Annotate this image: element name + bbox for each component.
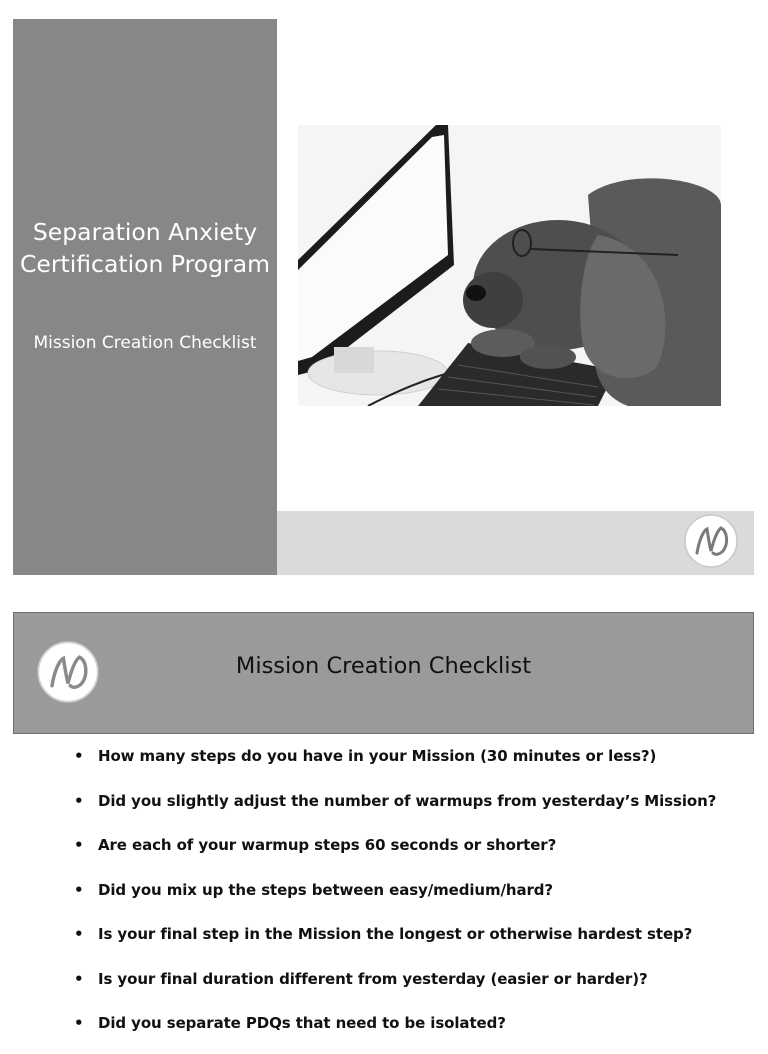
list-item (13, 787, 754, 832)
bullet: • (74, 747, 84, 765)
bullet: • (74, 925, 84, 943)
bullet: • (74, 880, 84, 899)
checklist (13, 742, 754, 1054)
title-slide-footer (277, 511, 754, 575)
title-slide (13, 19, 754, 575)
list-item (13, 742, 754, 787)
list-item-text: Is your final step in the Mission the longest or otherwise hardest step? (98, 925, 693, 943)
program-title-line2: Certification Program (19, 250, 271, 278)
md-monogram-icon (683, 513, 739, 569)
checklist-slide (13, 612, 754, 1032)
program-title-line1: Separation Anxiety (32, 218, 258, 246)
checklist-header (13, 612, 754, 734)
title-sidebar (13, 19, 277, 575)
list-item-text: Are each of your warmup steps 60 seconds or shorter? (98, 836, 557, 854)
bullet: • (74, 836, 84, 854)
list-item (13, 1009, 754, 1054)
bullet: • (74, 1014, 84, 1032)
bullet: • (74, 791, 84, 810)
list-item-text: Did you slightly adjust the number of warmups from yesterday’s Mission? (98, 791, 717, 810)
list-item (13, 965, 754, 1010)
slide-subtitle: Mission Creation Checklist (33, 333, 257, 353)
program-title (13, 216, 277, 280)
checklist-title: Mission Creation Checklist (235, 653, 532, 679)
bullet: • (74, 969, 84, 988)
list-item-text: Did you mix up the steps between easy/medium/hard? (98, 880, 554, 899)
list-item-text: How many steps do you have in your Mission (30 minutes or less?) (98, 747, 657, 765)
list-item (13, 876, 754, 921)
list-item (13, 920, 754, 965)
list-item-text: Is your final duration different from yesterday (easier or harder)? (98, 969, 648, 988)
list-item-text: Did you separate PDQs that need to be isolated? (98, 1014, 506, 1032)
dog-at-computer-photo (298, 125, 721, 406)
list-item (13, 831, 754, 876)
